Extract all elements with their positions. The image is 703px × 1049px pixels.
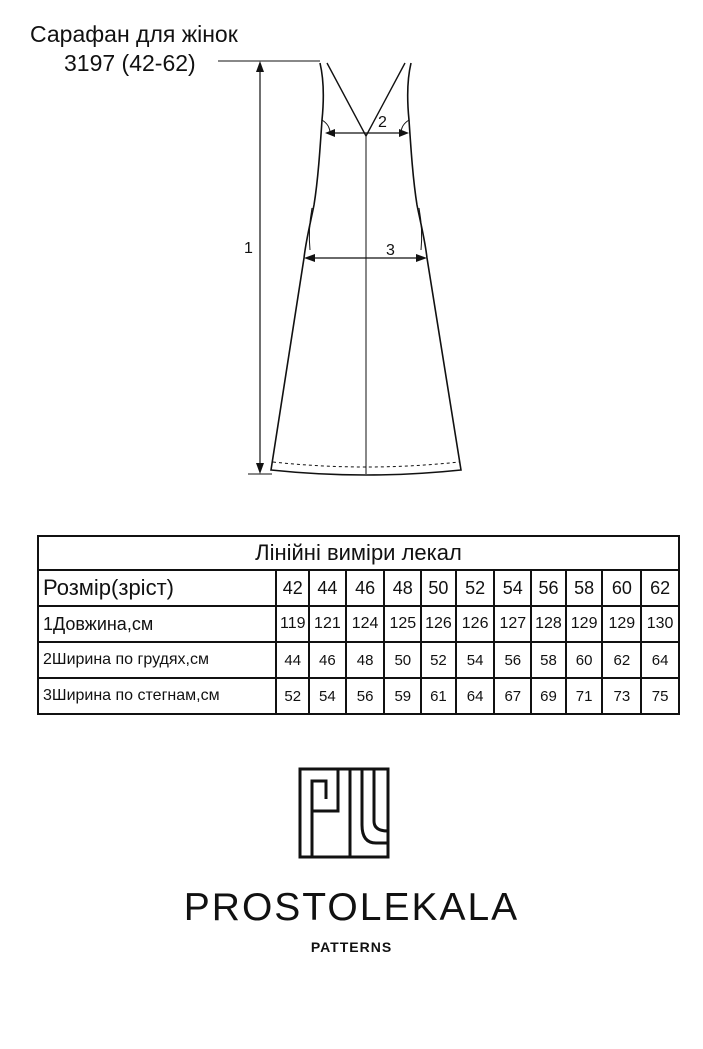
size-cell: 60 — [602, 570, 641, 606]
chest-width-cell: 60 — [566, 642, 603, 678]
hip-width-row-label: 3Ширина по стегнам,см — [38, 678, 276, 714]
neckline — [327, 63, 405, 136]
table-caption: Лінійні виміри лекал — [38, 536, 679, 570]
length-cell: 127 — [494, 606, 531, 642]
chest-width-cell: 64 — [641, 642, 679, 678]
hip-width-cell: 75 — [641, 678, 679, 714]
size-cell: 52 — [456, 570, 495, 606]
length-cell: 129 — [602, 606, 641, 642]
product-title: Сарафан для жінок — [30, 21, 238, 47]
size-cell: 62 — [641, 570, 679, 606]
size-row-label: Розмір(зріст) — [38, 570, 276, 606]
size-cell: 56 — [531, 570, 566, 606]
length-arrow-head-bottom — [256, 463, 264, 474]
length-cell: 121 — [309, 606, 346, 642]
left-armhole — [322, 120, 330, 133]
dress-technical-sketch — [0, 0, 703, 520]
hip-width-cell: 56 — [346, 678, 385, 714]
size-cell: 50 — [421, 570, 456, 606]
hip-width-cell: 54 — [309, 678, 346, 714]
size-cell: 58 — [566, 570, 603, 606]
length-cell: 129 — [566, 606, 603, 642]
chest-arrow-head-right — [399, 129, 409, 137]
hip-width-cell: 59 — [384, 678, 421, 714]
hip-width-cell: 67 — [494, 678, 531, 714]
hip-width-cell: 71 — [566, 678, 603, 714]
length-cell: 126 — [421, 606, 456, 642]
chest-width-cell: 44 — [276, 642, 309, 678]
chest-width-cell: 58 — [531, 642, 566, 678]
chest-width-cell: 54 — [456, 642, 495, 678]
hip-arrow-head-left — [304, 254, 315, 262]
size-cell: 54 — [494, 570, 531, 606]
hip-width-cell: 52 — [276, 678, 309, 714]
length-marker-label: 1 — [244, 240, 253, 257]
length-row-label: 1Довжина,см — [38, 606, 276, 642]
chest-width-cell: 56 — [494, 642, 531, 678]
size-row — [38, 570, 679, 606]
chest-width-cell: 48 — [346, 642, 385, 678]
hip-marker-label: 3 — [386, 242, 395, 259]
size-cell: 44 — [309, 570, 346, 606]
hip-width-row — [38, 678, 679, 714]
hip-width-cell: 61 — [421, 678, 456, 714]
length-row — [38, 606, 679, 642]
chest-width-cell: 50 — [384, 642, 421, 678]
chest-width-cell: 46 — [309, 642, 346, 678]
length-cell: 126 — [456, 606, 495, 642]
chest-marker-label: 2 — [378, 114, 387, 131]
chest-width-cell: 62 — [602, 642, 641, 678]
pl-monogram-logo-icon — [298, 767, 390, 859]
length-cell: 125 — [384, 606, 421, 642]
length-cell: 119 — [276, 606, 309, 642]
brand-name: PROSTOLEKALA — [183, 886, 520, 929]
length-cell: 130 — [641, 606, 679, 642]
length-cell: 124 — [346, 606, 385, 642]
brand-subtitle: PATTERNS — [310, 939, 393, 955]
hip-width-cell: 64 — [456, 678, 495, 714]
measurements-table — [37, 535, 680, 715]
chest-width-cell: 52 — [421, 642, 456, 678]
size-cell: 48 — [384, 570, 421, 606]
hip-width-cell: 73 — [602, 678, 641, 714]
chest-width-row-label: 2Ширина по грудях,см — [38, 642, 276, 678]
hip-width-cell: 69 — [531, 678, 566, 714]
product-code: 3197 (42-62) — [64, 50, 196, 76]
size-cell: 42 — [276, 570, 309, 606]
hip-arrow-head-right — [416, 254, 427, 262]
length-arrow-head-top — [256, 61, 264, 72]
size-cell: 46 — [346, 570, 385, 606]
length-cell: 128 — [531, 606, 566, 642]
chest-width-row — [38, 642, 679, 678]
